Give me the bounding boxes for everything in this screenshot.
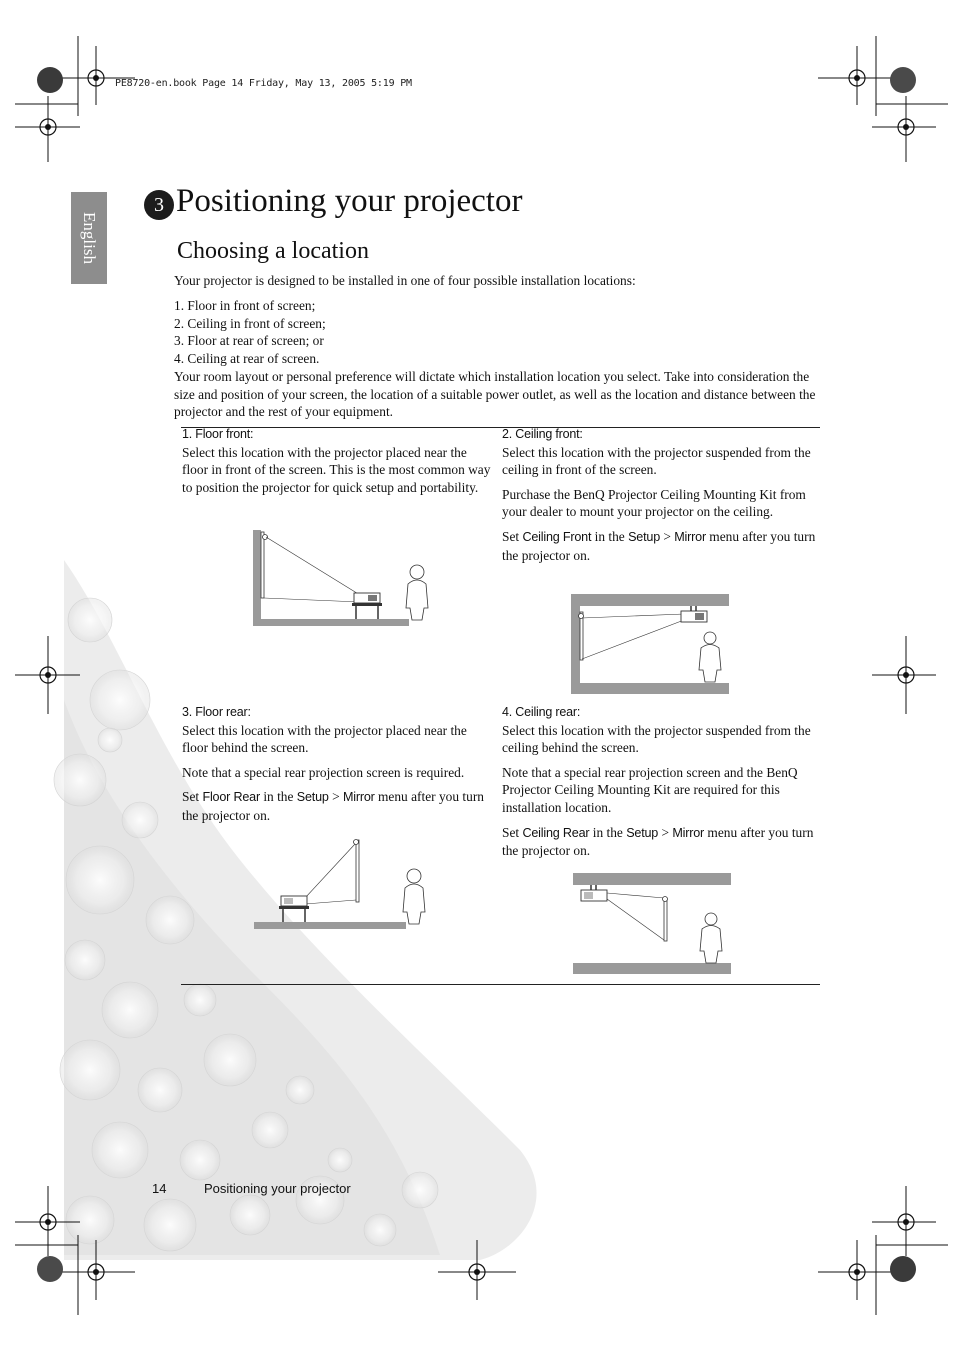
table-bottom-rule [181, 984, 820, 985]
set-prefix: Set [502, 528, 523, 544]
in-the: in the [591, 528, 629, 544]
option-setting-instruction [182, 788, 492, 824]
section-title: Choosing a location [177, 238, 369, 264]
floor-rear-diagram [252, 836, 437, 932]
menu-separator: > [328, 789, 343, 805]
option-text: Note that a special rear projection screen and the BenQ Projector Ceiling Mounting Kit are required for this installation location. [502, 764, 798, 815]
set-prefix: Set [502, 824, 523, 840]
option-text: Purchase the BenQ Projector Ceiling Mounting Kit from your dealer to mount your projector on the ceiling. [502, 486, 806, 520]
page-number: 14 [152, 1181, 167, 1196]
language-tab-label: English [80, 212, 99, 264]
set-suffix: menu after you turn the projector on. [502, 528, 816, 563]
option-heading: 4. Ceiling rear: [502, 705, 581, 719]
option-text: Select this location with the projector placed near the floor in front of the screen. This is the most common way to position the projector for quick setup and portability. [182, 444, 491, 495]
intro-text: Your projector is designed to be installed in one of four possible installation locations: [174, 273, 636, 288]
list-item: 1. Floor in front of screen; [174, 298, 316, 313]
menu-mirror: Mirror [672, 825, 705, 840]
print-header: PE8720-en.book Page 14 Friday, May 13, 2005 5:19 PM [115, 78, 412, 89]
menu-separator: > [660, 528, 675, 544]
list-item: 2. Ceiling in front of screen; [174, 315, 326, 331]
setting-name: Ceiling Rear [522, 825, 590, 840]
ceiling-front-diagram [569, 592, 734, 696]
option-heading: 3. Floor rear: [182, 705, 251, 719]
option-heading: 1. Floor front: [182, 427, 254, 441]
ceiling-rear-diagram [571, 871, 736, 977]
menu-setup: Setup [626, 825, 659, 840]
set-suffix: menu after you turn the projector on. [182, 789, 484, 823]
option-setting-instruction [502, 528, 820, 564]
option-floor-rear [182, 704, 492, 832]
option-text: Select this location with the projector suspended from the ceiling behind the screen. [502, 722, 811, 756]
menu-mirror: Mirror [674, 529, 706, 544]
menu-setup: Setup [296, 790, 329, 805]
list-item: 3. Floor at rear of screen; or [174, 333, 324, 349]
setting-name: Floor Rear [202, 790, 260, 805]
option-text: Note that a special rear projection screen is required. [182, 764, 465, 780]
set-suffix: menu after you turn the projector on. [502, 824, 814, 859]
chapter-number-badge: 3 [144, 190, 174, 220]
menu-separator: > [658, 824, 673, 840]
menu-mirror: Mirror [342, 790, 375, 805]
locations-list [174, 297, 814, 367]
in-the: in the [259, 789, 297, 805]
floor-front-diagram [250, 526, 435, 630]
setting-name: Ceiling Front [522, 529, 592, 544]
in-the: in the [589, 824, 627, 840]
option-text: Select this location with the projector suspended from the ceiling in front of the screen. [502, 444, 811, 478]
list-item: 4. Ceiling at rear of screen. [174, 350, 320, 366]
chapter-title: Positioning your projector [176, 183, 523, 219]
option-text: Select this location with the projector placed near the floor behind the screen. [182, 722, 467, 756]
layout-paragraph: Your room layout or personal preference will dictate which installation location you select. Take into consideration the size and position of your screen, the location of a suitable power outlet, as well as the location and distance between the projector and the rest of your equipment. [174, 369, 816, 420]
option-ceiling-rear [502, 704, 820, 867]
set-prefix: Set [182, 789, 203, 805]
menu-setup: Setup [628, 529, 661, 544]
footer-title: Positioning your projector [204, 1181, 351, 1196]
option-heading: 2. Ceiling front: [502, 427, 583, 441]
option-floor-front [182, 426, 492, 503]
language-tab [71, 192, 107, 284]
option-ceiling-front [502, 426, 820, 571]
option-setting-instruction [502, 824, 820, 860]
